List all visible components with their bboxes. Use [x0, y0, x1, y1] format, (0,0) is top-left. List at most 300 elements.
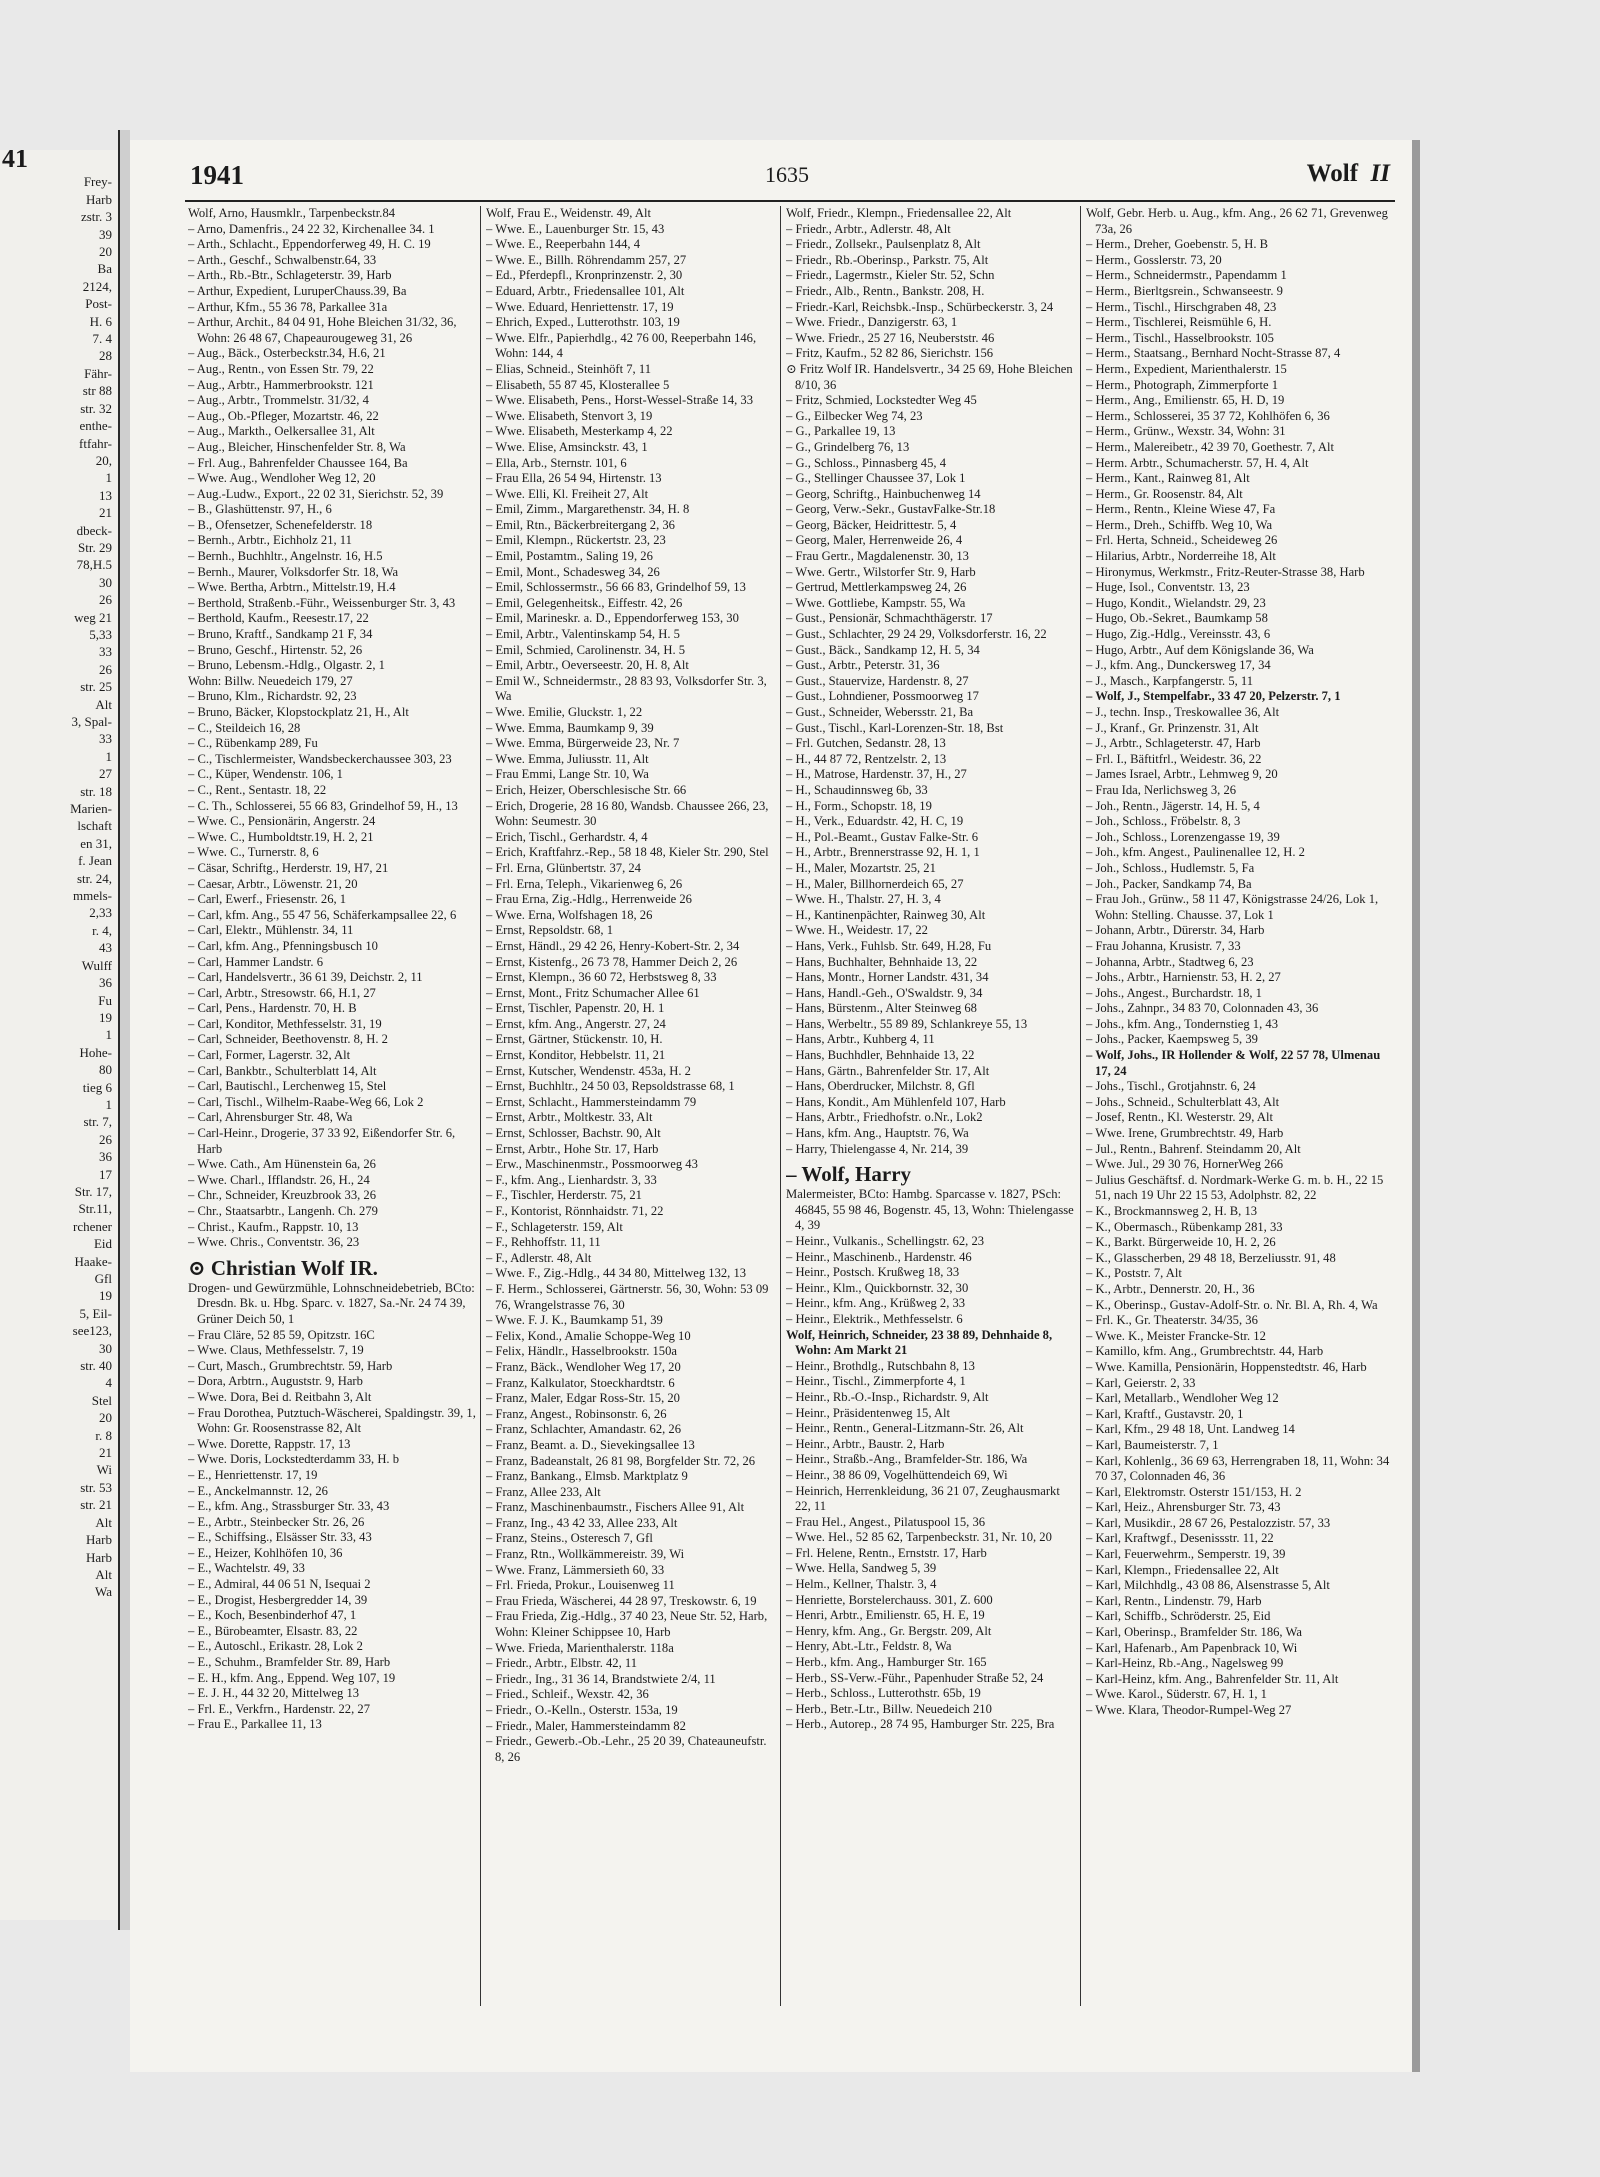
- directory-entry: – Emil, Postamtm., Saling 19, 26: [486, 549, 653, 564]
- directory-entry: – E. H., kfm. Ang., Eppend. Weg 107, 19: [188, 1670, 396, 1685]
- left-page-fragment: weg 21: [74, 609, 112, 625]
- directory-entry: – Hilarius, Arbtr., Norderreihe 18, Alt: [1086, 549, 1276, 564]
- directory-entry: – Karl, Heiz., Ahrensburger Str. 73, 43: [1086, 1500, 1281, 1515]
- directory-entry: – Henriette, Borstelerchauss. 301, Z. 600: [786, 1592, 993, 1607]
- directory-entry: – Henri, Arbtr., Emilienstr. 65, H. E, 19: [786, 1608, 985, 1623]
- directory-entry: – Bernh., Arbtr., Eichholz 21, 11: [188, 533, 352, 548]
- directory-entry: – Friedr., Lagermstr., Kieler Str. 52, Schn: [786, 268, 995, 283]
- directory-entry: – Friedr., Rb.-Oberinsp., Parkstr. 75, Alt: [786, 252, 989, 267]
- directory-entry: – Wwe. Karol., Süderstr. 67, H. 1, 1: [1086, 1687, 1267, 1702]
- directory-entry: – Frau Frieda, Zig.-Hdlg., 37 40 23, Neue Str. 52, Harb, Wohn: Kleiner Schippsee 10, Harb: [486, 1609, 768, 1640]
- directory-entry: – Herm., Schneidermstr., Papendamm 1: [1086, 268, 1287, 283]
- directory-entry: – Wwe. Elise, Amsinckstr. 43, 1: [486, 439, 648, 454]
- directory-entry: – Heinr., Brothdlg., Rutschbahn 8, 13: [786, 1358, 975, 1373]
- directory-entry: – H., Maler, Mozartstr. 25, 21: [786, 860, 936, 875]
- directory-entry: – Herm., Staatsang., Bernhard Nocht-Strasse 87, 4: [1086, 346, 1341, 361]
- directory-entry: – Carl, Arbtr., Stresowstr. 66, H.1, 27: [188, 985, 376, 1000]
- directory-entry: – Erw., Maschinenmstr., Possmoorweg 43: [486, 1157, 698, 1172]
- directory-entry: – Carl, Ahrensburger Str. 48, Wa: [188, 1110, 353, 1125]
- directory-entry: – Emil, Gelegenheitsk., Eiffestr. 42, 26: [486, 595, 683, 610]
- directory-entry: – C., Rent., Sentastr. 18, 22: [188, 782, 327, 797]
- directory-entry: – Gust., Tischl., Karl-Lorenzen-Str. 18, Bst: [786, 720, 1004, 735]
- directory-entry: – Hans, Oberdrucker, Milchstr. 8, Gfl: [786, 1079, 975, 1094]
- directory-entry: – Bruno, Klm., Richardstr. 92, 23: [188, 689, 357, 704]
- directory-entry: – Hans, Verk., Fuhlsb. Str. 649, H.28, Fu: [786, 938, 992, 953]
- directory-entry: – Franz, Beamt. a. D., Sievekingsallee 13: [486, 1437, 695, 1452]
- directory-entry: – Wwe. K., Meister Francke-Str. 12: [1086, 1328, 1266, 1343]
- directory-entry: – Gust., Arbtr., Peterstr. 31, 36: [786, 658, 940, 673]
- directory-entry: – Wwe. C., Humboldtstr.19, H. 2, 21: [188, 829, 374, 844]
- directory-entry: – Frl. K., Gr. Theaterstr. 34/35, 36: [1086, 1313, 1258, 1328]
- directory-entry: – G., Stellinger Chaussee 37, Lok 1: [786, 471, 966, 486]
- directory-entry: – Wwe. Aug., Wendloher Weg 12, 20: [188, 471, 376, 486]
- directory-entry: – E., Heizer, Kohlhöfen 10, 36: [188, 1545, 343, 1560]
- directory-entry: – Hans, Bürstenm., Alter Steinweg 68: [786, 1001, 977, 1016]
- directory-entry: – Hans, Arbtr., Friedhofstr. o.Nr., Lok2: [786, 1110, 983, 1125]
- left-page-fragment: Str.11,: [78, 1201, 112, 1217]
- directory-entry: – Friedr., Ing., 31 36 14, Brandstwiete 2/4, 11: [486, 1671, 716, 1686]
- left-page-fragment: 2124,: [82, 278, 112, 294]
- left-page-fragment: 20: [99, 1410, 112, 1426]
- directory-entry: – Wwe. E., Reeperbahn 144, 4: [486, 237, 640, 252]
- left-page-fragment: str. 24,: [76, 870, 112, 886]
- directory-entry: – Karl, Rentn., Lindenstr. 79, Harb: [1086, 1593, 1262, 1608]
- left-page-fragment: Fu: [98, 992, 112, 1008]
- directory-entry: – Herm., Bierltgsrein., Schwanseestr. 9: [1086, 283, 1283, 298]
- directory-entry: – Huge, Isol., Conventstr. 13, 23: [1086, 580, 1250, 595]
- directory-entry: – H., 44 87 72, Rentzelstr. 2, 13: [786, 751, 947, 766]
- directory-entry: – Joh., kfm. Angest., Paulinenallee 12, H. 2: [1086, 845, 1305, 860]
- directory-entry: – Arth., Schlacht., Eppendorferweg 49, H. C. 19: [188, 237, 431, 252]
- directory-entry: – Heinr., Vulkanis., Schellingstr. 62, 23: [786, 1234, 985, 1248]
- directory-entry: – Heinr., kfm. Ang., Krüßweg 2, 33: [786, 1296, 966, 1311]
- directory-entry: – Frl. Aug., Bahrenfelder Chaussee 164, Ba: [188, 455, 408, 470]
- directory-entry: – Ernst, Tischler, Papenstr. 20, H. 1: [486, 1001, 665, 1016]
- directory-entry: – J., techn. Insp., Treskowallee 36, Alt: [1086, 705, 1280, 719]
- directory-entry: – Georg, Schriftg., Hainbuchenweg 14: [786, 486, 981, 501]
- directory-entry: – Gust., Pensionär, Schmachthägerstr. 17: [786, 611, 993, 626]
- directory-entry: – Fritz, Kaufm., 52 82 86, Sierichstr. 156: [786, 346, 994, 361]
- directory-entry: – Bernh., Maurer, Volksdorfer Str. 18, Wa: [188, 564, 399, 579]
- directory-entry: – Wwe. Frieda, Marienthalerstr. 118a: [486, 1640, 674, 1655]
- directory-entry: – Wwe. Kamilla, Pensionärin, Hoppenstedtstr. 46, Harb: [1086, 1359, 1367, 1374]
- directory-entry: – Ernst, Buchhltr., 24 50 03, Repsoldstrasse 68, 1: [486, 1079, 735, 1094]
- directory-entry: – Karl, Kohlenlg., 36 69 63, Herrengraben 18, 11, Wohn: 34 70 37, Colonnaden 46, 36: [1086, 1453, 1390, 1484]
- directory-entry: – E. J. H., 44 32 20, Mittelweg 13: [188, 1686, 360, 1701]
- directory-entry: – Carl, Konditor, Methfesselstr. 31, 19: [188, 1016, 382, 1031]
- directory-entry: – Heinr., Postsch. Krußweg 18, 33: [786, 1265, 960, 1280]
- left-page-fragment: 21: [99, 1445, 112, 1461]
- directory-entry: – Ernst, Mont., Fritz Schumacher Allee 61: [486, 985, 700, 1000]
- directory-entry: – Karl, Baumeisterstr. 7, 1: [1086, 1437, 1219, 1452]
- left-page-fragment: en 31,: [80, 835, 112, 851]
- directory-entry: – Felix, Händlr., Hasselbrookstr. 150a: [486, 1344, 677, 1359]
- directory-entry: – Herm. Arbtr., Schumacherstr. 57, H. 4, Alt: [1086, 455, 1309, 470]
- directory-entry: – Emil, Arbtr., Oeverseestr. 20, H. 8, Alt: [486, 658, 689, 673]
- directory-entry: – E., Schuhm., Bramfelder Str. 89, Harb: [188, 1655, 391, 1670]
- directory-entry: – Aug.-Ludw., Export., 22 02 31, Sierichstr. 52, 39: [188, 486, 444, 501]
- left-page-fragment: Alt: [95, 1514, 112, 1530]
- directory-entry: – H., Matrose, Hardenstr. 37, H., 27: [786, 767, 967, 782]
- book-spine: [118, 130, 130, 1930]
- directory-entry: – Heinr., Elektrik., Methfesselstr. 6: [786, 1311, 963, 1326]
- directory-entry: – Frau Hel., Angest., Pilatuspool 15, 36: [786, 1514, 986, 1529]
- directory-entry: – Emil, Mont., Schadesweg 34, 26: [486, 564, 660, 579]
- left-page-fragment: Harb: [86, 191, 112, 207]
- directory-entry: – Herm., Expedient, Marienthalerstr. 15: [1086, 361, 1287, 376]
- directory-entry: – Heinrich, Herrenkleidung, 36 21 07, Zeughausmarkt 22, 11: [786, 1483, 1060, 1514]
- left-page-fragment: 20,: [95, 452, 112, 468]
- directory-entry: – Frau Dorothea, Putztuch-Wäscherei, Spaldingstr. 39, 1, Wohn: Gr. Roosenstrasse 82, Alt: [188, 1405, 476, 1436]
- directory-entry: – Erich, Heizer, Oberschlesische Str. 66: [486, 782, 687, 797]
- directory-entry: – F., Rehhoffstr. 11, 11: [486, 1235, 601, 1250]
- directory-entry: – Carl, kfm. Ang., Pfenningsbusch 10: [188, 938, 378, 953]
- directory-entry: – Kamillo, kfm. Ang., Grumbrechtstr. 44, Harb: [1086, 1344, 1324, 1359]
- directory-entry: – Joh., Rentn., Jägerstr. 14, H. 5, 4: [1086, 798, 1260, 813]
- directory-entry: – Aug., Arbtr., Trommelstr. 31/32, 4: [188, 393, 369, 408]
- directory-entry: – Herm., Tischlerei, Reismühle 6, H.: [1086, 315, 1272, 330]
- directory-entry: – Frl. I., Bäftitfrl., Weidestr. 36, 22: [1086, 751, 1262, 766]
- header-year: 1941: [190, 160, 244, 190]
- directory-entry: – Johs., kfm. Ang., Tondernstieg 1, 43: [1086, 1016, 1278, 1031]
- left-page-fragment: Fähr-: [84, 365, 112, 381]
- directory-entry: – Christ., Kaufm., Rappstr. 10, 13: [188, 1219, 359, 1234]
- directory-entry: – Erich, Drogerie, 28 16 80, Wandsb. Chaussee 266, 23, Wohn: Seumestr. 30: [486, 798, 769, 829]
- directory-entry: – Wwe. Dora, Bei d. Reitbahn 3, Alt: [188, 1389, 372, 1404]
- directory-entry: – Emil, Rtn., Bäckerbreitergang 2, 36: [486, 517, 675, 532]
- left-page-fragment: 21: [99, 505, 112, 521]
- directory-entry: – Friedr.-Karl, Reichsbk.-Insp., Schürbeckerstr. 3, 24: [786, 299, 1054, 314]
- directory-entry: – Wwe. Emilie, Gluckstr. 1, 22: [486, 705, 643, 719]
- directory-entry: – Ernst, Kutscher, Wendenstr. 453a, H. 2: [486, 1063, 691, 1078]
- left-page-fragment: 27: [99, 766, 112, 782]
- directory-entry: – Eduard, Arbtr., Friedensallee 101, Alt: [486, 283, 685, 298]
- directory-entry: – Herb., Autorep., 28 74 95, Hamburger Str. 225, Bra: [786, 1717, 1055, 1732]
- directory-entry: – E., Admiral, 44 06 51 N, Isequai 2: [188, 1577, 371, 1592]
- directory-entry: – Wwe. Emma, Bürgerweide 23, Nr. 7: [486, 736, 680, 751]
- directory-entry: – Hans, Buchhalter, Behnhaide 13, 22: [786, 954, 978, 969]
- directory-entry: – Wwe. Hella, Sandweg 5, 39: [786, 1561, 937, 1576]
- left-page-fragment: Eid: [93, 1236, 112, 1252]
- directory-entry: – E., Anckelmannstr. 12, 26: [188, 1483, 328, 1498]
- directory-entry: – Ernst, Gärtner, Stückenstr. 10, H.: [486, 1032, 663, 1047]
- directory-entry: – Herm., Schlosserei, 35 37 72, Kohlhöfen 6, 36: [1086, 408, 1330, 423]
- left-page-fragment: str. 32: [80, 400, 112, 416]
- directory-entry: – Hugo, Ob.-Sekret., Baumkamp 58: [1086, 611, 1268, 626]
- left-page-fragment: H. 6: [89, 313, 112, 329]
- directory-entry: – C., Steildeich 16, 28: [188, 720, 301, 735]
- directory-entry: Wolf, Gebr. Herb. u. Aug., kfm. Ang., 26 62 71, Grevenweg 73a, 26: [1086, 206, 1388, 236]
- directory-entry: – J., Kranf., Gr. Prinzenstr. 31, Alt: [1086, 720, 1259, 735]
- directory-entry: – E., Arbtr., Steinbecker Str. 26, 26: [188, 1514, 365, 1529]
- directory-entry: – Franz, Badeanstalt, 26 81 98, Borgfelder Str. 72, 26: [486, 1453, 756, 1468]
- directory-entry: – Carl, Pens., Hardenstr. 70, H. B: [188, 1001, 357, 1016]
- left-page-fragment: 5,33: [89, 626, 112, 642]
- directory-entry: – Ernst, Schlosser, Bachstr. 90, Alt: [486, 1126, 661, 1141]
- directory-entry: – Bernh., Buchhltr., Angelnstr. 16, H.5: [188, 549, 383, 564]
- directory-entry: – E., kfm. Ang., Strassburger Str. 33, 43: [188, 1499, 390, 1514]
- directory-entry: – F., kfm. Ang., Lienhardstr. 3, 33: [486, 1172, 657, 1187]
- directory-entry: – H., Arbtr., Brennerstrasse 92, H. 1, 1: [786, 845, 980, 860]
- directory-entry: – Chr., Schneider, Kreuzbrook 33, 26: [188, 1188, 377, 1203]
- directory-entry: – K., Brockmannsweg 2, H. B, 13: [1086, 1204, 1258, 1218]
- directory-entry: – Herm., Dreh., Schiffb. Weg 10, Wa: [1086, 517, 1273, 532]
- directory-entry: – Gust., Bäck., Sandkamp 12, H. 5, 34: [786, 642, 980, 657]
- directory-entry: – Wwe. C., Pensionärin, Angerstr. 24: [188, 814, 376, 829]
- left-page-fragment: str. 18: [80, 783, 112, 799]
- directory-entry: – Franz, Steins., Osteresch 7, Gfl: [486, 1531, 653, 1546]
- directory-entry: – Wwe. Elli, Kl. Freiheit 27, Alt: [486, 486, 649, 501]
- directory-entry: – Ernst, Händl., 29 42 26, Henry-Kobert-Str. 2, 34: [486, 938, 740, 953]
- directory-entry: – Franz, Maler, Edgar Ross-Str. 15, 20: [486, 1391, 680, 1406]
- directory-entry: – Johs., Angest., Burchardstr. 18, 1: [1086, 985, 1262, 1000]
- directory-entry: – Karl, Oberinsp., Bramfelder Str. 186, Wa: [1086, 1625, 1302, 1640]
- left-page-fragment: Wi: [96, 1462, 112, 1478]
- directory-entry: – Dora, Arbtrn., Auguststr. 9, Harb: [188, 1374, 363, 1389]
- directory-entry: – Wwe. Franz, Lämmersieth 60, 33: [486, 1562, 665, 1577]
- header-surname: Wolf: [1306, 160, 1359, 187]
- directory-entry: – Ernst, Konditor, Hebbelstr. 11, 21: [486, 1048, 666, 1063]
- directory-entry: – Arthur, Expedient, LuruperChauss.39, Ba: [188, 283, 407, 298]
- directory-entry: – Johann, Arbtr., Dürerstr. 34, Harb: [1086, 923, 1265, 938]
- directory-entry: – Aug., Bäck., Osterbeckstr.34, H.6, 21: [188, 346, 386, 361]
- directory-entry: – Frl. Erna, Glünbertstr. 37, 24: [486, 860, 641, 875]
- directory-entry: – Wwe. Erna, Wolfshagen 18, 26: [486, 907, 653, 922]
- left-page-fragment: 7. 4: [92, 331, 112, 347]
- directory-entry: – Wwe. E., Billh. Röhrendamm 257, 27: [486, 252, 687, 267]
- left-page-fragment: str. 25: [80, 679, 112, 695]
- left-page-fragment: 19: [99, 1009, 112, 1025]
- directory-entry: – Arthur, Kfm., 55 36 78, Parkallee 31a: [188, 299, 388, 314]
- left-page-fragment: Frey-: [83, 174, 112, 190]
- left-page-fragment: 26: [99, 661, 112, 677]
- left-page-fragment: 5, Eil-: [79, 1305, 112, 1321]
- left-page-fragment: 4: [105, 1375, 112, 1391]
- directory-entry: – Emil, Zimm., Margarethenstr. 34, H. 8: [486, 502, 690, 517]
- directory-entry: – Franz, Kalkulator, Stoeckhardtstr. 6: [486, 1375, 675, 1390]
- directory-entry: – Frau Ella, 26 54 94, Hirtenstr. 13: [486, 471, 662, 486]
- directory-entry: – Franz, Schlachter, Amandastr. 62, 26: [486, 1422, 682, 1437]
- left-page-fragment: Haake-: [74, 1253, 112, 1269]
- directory-entry: – Carl, Handelsvertr., 36 61 39, Deichstr. 2, 11: [188, 970, 423, 985]
- directory-entry: – Karl, Elektromstr. Osterstr 151/153, H. 2: [1086, 1484, 1302, 1499]
- left-page-fragment: Hohe-: [79, 1044, 112, 1060]
- directory-entry: – Heinr., Arbtr., Baustr. 2, Harb: [786, 1436, 945, 1451]
- left-page-fragment: 1: [105, 1096, 112, 1112]
- left-page-fragment: Str. 17,: [74, 1183, 112, 1199]
- left-page-fragment: tieg 6: [82, 1079, 112, 1095]
- directory-entry: – Joh., Packer, Sandkamp 74, Ba: [1086, 876, 1252, 891]
- directory-entry: – Herb., kfm. Ang., Hamburger Str. 165: [786, 1655, 987, 1670]
- directory-entry: – Franz, Rtn., Wollkämmereistr. 39, Wi: [486, 1547, 685, 1562]
- directory-entry: – Frau E., Parkallee 11, 13: [188, 1717, 322, 1732]
- directory-entry: – Ernst, kfm. Ang., Angerstr. 27, 24: [486, 1016, 666, 1031]
- header-page-number: 1635: [765, 162, 809, 187]
- left-page-fragment: 39: [99, 226, 112, 242]
- left-page-fragment: 1: [105, 748, 112, 764]
- directory-entry: – Hugo, Zig.-Hdlg., Vereinsstr. 43, 6: [1086, 627, 1271, 642]
- directory-entry: – Hans, Arbtr., Kuhberg 4, 11: [786, 1032, 935, 1047]
- directory-entry: – Frl. Gutchen, Sedanstr. 28, 13: [786, 736, 946, 751]
- directory-entry: – Aug., Arbtr., Hammerbrookstr. 121: [188, 377, 374, 392]
- directory-entry: – Franz, Ing., 43 42 33, Allee 233, Alt: [486, 1515, 678, 1530]
- directory-entry: – Ernst, Repsoldstr. 68, 1: [486, 923, 613, 938]
- directory-entry: – Gust., Schneider, Webersstr. 21, Ba: [786, 705, 974, 719]
- directory-entry: – Joh., Schloss., Hudlemstr. 5, Fa: [1086, 860, 1255, 875]
- directory-entry: – Frl. Erna, Teleph., Vikarienweg 6, 26: [486, 876, 683, 891]
- left-page-fragment: Alt: [95, 696, 112, 712]
- left-page-fragment: str. 53: [80, 1479, 112, 1495]
- directory-entry: – Curt, Masch., Grumbrechtstr. 59, Harb: [188, 1358, 393, 1373]
- left-page-fragment: Harb: [86, 1549, 112, 1565]
- directory-entry: Wohn: Billw. Neuedeich 179, 27: [188, 673, 353, 688]
- directory-entry: – Georg, Bäcker, Heidrittestr. 5, 4: [786, 517, 957, 532]
- directory-entry: – Bruno, Lebensm.-Hdlg., Olgastr. 2, 1: [188, 658, 385, 673]
- directory-entry: – J., kfm. Ang., Dunckersweg 17, 34: [1086, 658, 1271, 673]
- directory-entry: – Herb., Betr.-Ltr., Billw. Neuedeich 210: [786, 1701, 992, 1716]
- left-page-fragment: 13: [99, 487, 112, 503]
- directory-entry: – Aug., Rentn., von Essen Str. 79, 22: [188, 361, 374, 376]
- left-page-fragment: str. 40: [80, 1358, 112, 1374]
- directory-entry: – Karl, Klempn., Friedensallee 22, Alt: [1086, 1562, 1279, 1577]
- left-page-fragment: lschaft: [77, 818, 112, 834]
- directory-entry: – Karl, Geierstr. 2, 33: [1086, 1375, 1196, 1390]
- directory-entry: – F., Tischler, Herderstr. 75, 21: [486, 1188, 642, 1203]
- directory-entry: – Bruno, Geschf., Hirtenstr. 52, 26: [188, 642, 363, 657]
- directory-entry: – Heinr., Klm., Quickbornstr. 32, 30: [786, 1280, 969, 1295]
- directory-entry: – Frau Gertr., Magdalenenstr. 30, 13: [786, 549, 969, 564]
- directory-entry: Wolf, Heinrich, Schneider, 23 38 89, Dehnhaide 8, Wohn: Am Markt 21: [786, 1327, 1053, 1358]
- directory-entry: – Hans, Kondit., Am Mühlenfeld 107, Harb: [786, 1094, 1006, 1109]
- directory-entry: – Herm., Dreher, Goebenstr. 5, H. B: [1086, 237, 1269, 252]
- directory-entry: – Wolf, J., Stempelfabr., 33 47 20, Pelzerstr. 7, 1: [1086, 689, 1341, 704]
- left-page-fragment: Alt: [95, 1566, 112, 1582]
- directory-entry: – Karl, Musikdir., 28 67 26, Pestalozzistr. 57, 33: [1086, 1515, 1331, 1530]
- directory-entry: – Friedr., Zollsekr., Paulsenplatz 8, Alt: [786, 237, 981, 252]
- directory-entry: – Wwe. H., Weidestr. 17, 22: [786, 923, 928, 938]
- directory-entry: – Herb., SS-Verw.-Führ., Papenhuder Straße 52, 24: [786, 1670, 1044, 1685]
- directory-entry: – E., Autoschl., Erikastr. 28, Lok 2: [188, 1639, 363, 1654]
- left-page-fragment: 80: [99, 1062, 112, 1078]
- directory-entry: – Wwe. Cath., Am Hünenstein 6a, 26: [188, 1157, 376, 1172]
- directory-entry: – Aug., Bleicher, Hinschenfelder Str. 8, Wa: [188, 439, 406, 454]
- directory-entry: – Wwe. H., Thalstr. 27, H. 3, 4: [786, 892, 941, 907]
- directory-entry: – Aug., Ob.-Pfleger, Mozartstr. 46, 22: [188, 408, 379, 423]
- directory-entry: – Emil, Schlossermstr., 56 66 83, Grindelhof 59, 13: [486, 580, 746, 595]
- left-page-fragment: Wa: [95, 1584, 112, 1600]
- directory-entry: – Elisabeth, 55 87 45, Klosterallee 5: [486, 377, 670, 392]
- directory-entry: – Frau Erna, Zig.-Hdlg., Herrenweide 26: [486, 892, 692, 907]
- directory-entry: – Wwe. Chris., Conventstr. 36, 23: [188, 1235, 360, 1250]
- directory-entry: – Josef, Rentn., Kl. Westerstr. 29, Alt: [1086, 1110, 1273, 1125]
- directory-entry: – G., Eilbecker Weg 74, 23: [786, 408, 923, 423]
- directory-entry: – Heinr., Maschinenb., Hardenstr. 46: [786, 1249, 972, 1264]
- directory-entry: – Herb., Schloss., Lutterothstr. 65b, 19: [786, 1686, 981, 1701]
- directory-entry: – Caesar, Arbtr., Löwenstr. 21, 20: [188, 876, 358, 891]
- header-name: [1307, 160, 1390, 188]
- directory-entry: – Arth., Rb.-Btr., Schlageterstr. 39, Harb: [188, 268, 392, 283]
- directory-entry: – Fried., Schleif., Wexstr. 42, 36: [486, 1687, 649, 1702]
- directory-entry: – Wwe. E., Lauenburger Str. 15, 43: [486, 221, 665, 236]
- directory-entry: – Arthur, Archit., 84 04 91, Hohe Bleichen 31/32, 36, Wohn: 26 48 67, Chapeaurougeweg 31, 26: [188, 315, 457, 345]
- left-page-fragments: [0, 173, 118, 1600]
- left-page-fragment: rchener: [73, 1218, 112, 1234]
- directory-entry: – Frl. Herta, Schneid., Scheideweg 26: [1086, 533, 1278, 548]
- directory-entry: – Hans, Montr., Horner Landstr. 431, 34: [786, 970, 989, 985]
- directory-entry: – Wwe. Friedr., 25 27 16, Neuberststr. 46: [786, 330, 995, 345]
- directory-entry: – H., Maler, Billhornerdeich 65, 27: [786, 876, 964, 891]
- directory-entry: – Frl. Frieda, Prokur., Louisenweg 11: [486, 1578, 675, 1593]
- directory-entry: – Hans, kfm. Ang., Hauptstr. 76, Wa: [786, 1126, 969, 1141]
- directory-entry: – Heinr., 38 86 09, Vogelhüttendeich 69, Wi: [786, 1467, 1008, 1482]
- directory-entry: – Chr., Staatsarbtr., Langenh. Ch. 279: [188, 1204, 378, 1218]
- directory-entry: – Herm., Gosslerstr. 73, 20: [1086, 252, 1222, 267]
- directory-entry: – Carl, Schneider, Beethovenstr. 8, H. 2: [188, 1032, 388, 1047]
- left-page-edge: [0, 150, 118, 1920]
- directory-entry: – Herm., Gr. Roosenstr. 84, Alt: [1086, 486, 1243, 501]
- left-page-fragment: Str. 29: [78, 539, 112, 555]
- directory-entry: – E., Koch, Besenbinderhof 47, 1: [188, 1608, 357, 1623]
- directory-entry: – Wwe. Claus, Methfesselstr. 7, 19: [188, 1343, 364, 1358]
- column-3: [786, 206, 1078, 2066]
- directory-entry: – Hironymus, Werkmstr., Fritz-Reuter-Strasse 38, Harb: [1086, 564, 1365, 579]
- left-page-fragment: 1: [105, 470, 112, 486]
- left-page-fragment: 3, Spal-: [71, 714, 112, 729]
- directory-entry: – Aug., Markth., Oelkersallee 31, Alt: [188, 424, 375, 439]
- directory-entry: – E., Henriettenstr. 17, 19: [188, 1467, 318, 1482]
- directory-entry: – Gust., Schlachter, 29 24 29, Volksdorferstr. 16, 22: [786, 627, 1047, 642]
- directory-entry: – Johs., Schneid., Schulterblatt 43, Alt: [1086, 1094, 1280, 1109]
- directory-entry: – Wwe. Gottliebe, Kampstr. 55, Wa: [786, 595, 966, 610]
- directory-entry: – Ella, Arb., Sternstr. 101, 6: [486, 455, 627, 470]
- directory-entry: – Julius Geschäftsf. d. Nordmark-Werke G. m. b. H., 22 15 51, nach 19 Uhr 22 15 53, Adolphstr. 82, 22: [1086, 1172, 1384, 1203]
- column-divider: [480, 206, 481, 2006]
- directory-entry: – Herm., Photograph, Zimmerpforte 1: [1086, 377, 1279, 392]
- directory-entry: – Erich, Kraftfahrz.-Rep., 58 18 48, Kieler Str. 290, Stel: [486, 845, 769, 860]
- directory-entry: – Wwe. Bertha, Arbtrn., Mittelstr.19, H.4: [188, 580, 396, 595]
- left-page-fragment: Harb: [86, 1532, 112, 1548]
- left-page-fragment: 20: [99, 244, 112, 260]
- directory-entry: – G., Schloss., Pinnasberg 45, 4: [786, 455, 946, 470]
- directory-entry: – K., Arbtr., Dennerstr. 20, H., 36: [1086, 1281, 1255, 1296]
- directory-entry: – Carl, Elektr., Mühlenstr. 34, 11: [188, 923, 354, 938]
- left-page-fragment: 1: [105, 1027, 112, 1043]
- column-divider: [780, 206, 781, 2006]
- header-volume: II: [1370, 160, 1390, 187]
- directory-entry: – Elias, Schneid., Steinhöft 7, 11: [486, 361, 651, 376]
- left-page-fragment: dbeck-: [76, 522, 112, 538]
- directory-entry: – Felix, Kond., Amalie Schoppe-Weg 10: [486, 1328, 691, 1343]
- directory-entry: – Johanna, Arbtr., Stadtweg 6, 23: [1086, 954, 1254, 969]
- firm-heading: ⊙ Christian Wolf IR.: [188, 1255, 378, 1280]
- directory-entry: – Hugo, Kondit., Wielandstr. 29, 23: [1086, 595, 1266, 610]
- firm-heading: – Wolf, Harry: [786, 1162, 912, 1187]
- left-page-fragment: f. Jean: [78, 853, 112, 869]
- directory-entry: – Arno, Damenfris., 24 22 32, Kirchenallee 34. 1: [188, 221, 435, 236]
- directory-entry: – Johs., Tischl., Grotjahnstr. 6, 24: [1086, 1079, 1256, 1094]
- left-page-fragment: str 88: [82, 383, 112, 399]
- directory-entry: – Herm., Rentn., Kleine Wiese 47, Fa: [1086, 502, 1276, 517]
- directory-entry: – E., Wachtelstr. 49, 33: [188, 1561, 305, 1576]
- directory-entry: – Ernst, Arbtr., Hohe Str. 17, Harb: [486, 1141, 659, 1156]
- directory-entry: – F., Adlerstr. 48, Alt: [486, 1250, 592, 1265]
- left-page-fragment: 26: [99, 1131, 112, 1147]
- directory-entry: ⊙ Fritz Wolf IR. Handelsvertr., 34 25 69, Hohe Bleichen 8/10, 36: [786, 361, 1073, 392]
- directory-entry: – Wolf, Johs., IR Hollender & Wolf, 22 57 78, Ulmenau 17, 24: [1086, 1048, 1381, 1078]
- left-page-fragment: Post-: [85, 296, 112, 312]
- directory-entry: – Friedr., Alb., Rentn., Bankstr. 208, H.: [786, 283, 985, 298]
- left-page-fragment: Ba: [97, 261, 112, 277]
